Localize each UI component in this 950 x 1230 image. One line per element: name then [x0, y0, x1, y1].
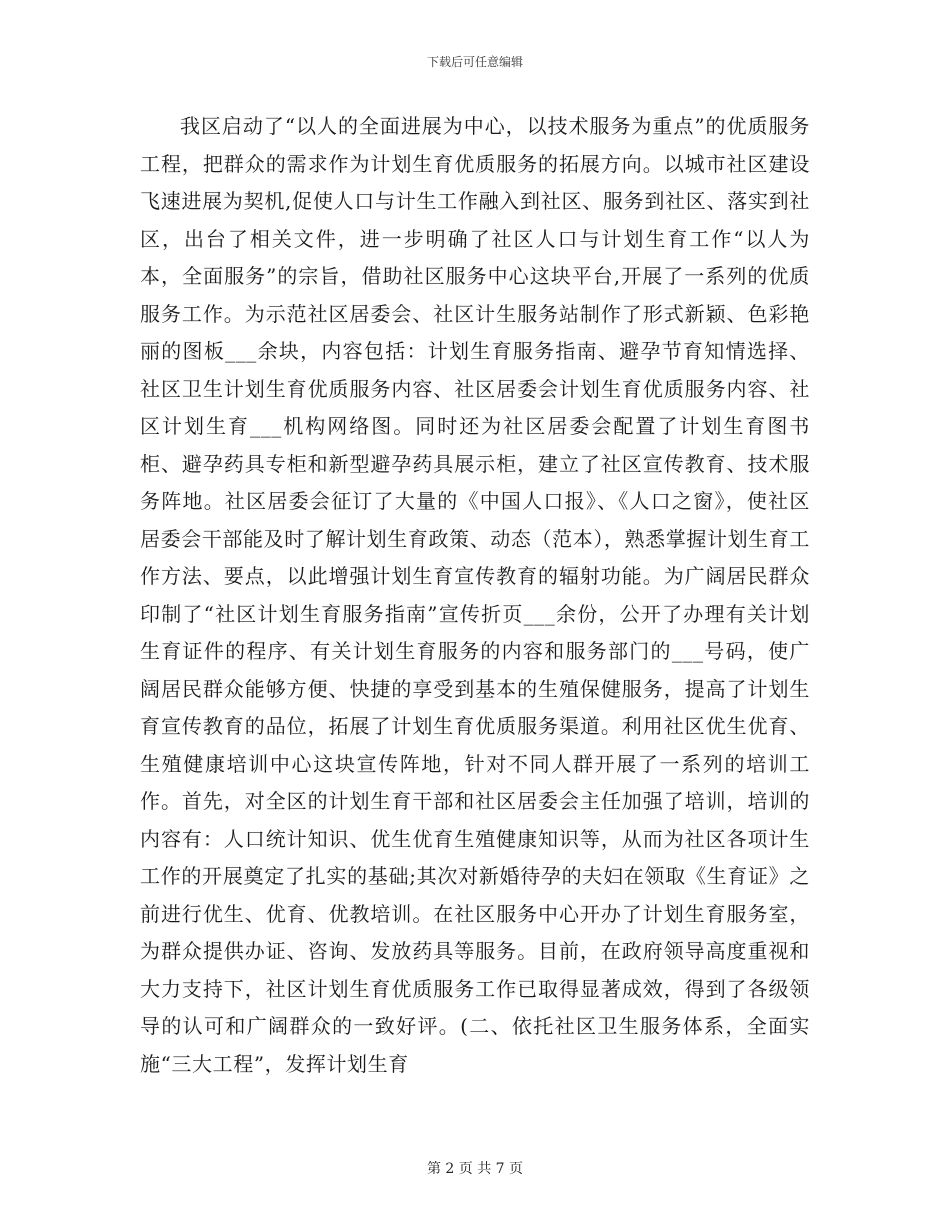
- page-header: 下载后可任意编辑: [426, 55, 523, 69]
- body-paragraph: 我区启动了“以人的全面进展为中心，以技术服务为重点”的优质服务工程，把群众的需求作为计划生育优质服务的拓展方向。以城市社区建设飞速进展为契机,促使人口与计生工作融入到社区、服务到社区、落实到社区，出台了相关文件，进一步明确了社区人口与计划生育工作“以人为本，全面服务”的宗旨，借助社区服务中心这块平台,开展了一系列的优质服务工作。为示范社区居委会、社区计生服务站制作了形式新颖、色彩艳丽的图板___余块，内容包括：计划生育服务指南、避孕节育知情选择、社区卫生计划生育优质服务内容、社区居委会计划生育优质服务内容、社区计划生育___机构网络图。同时还为社区居委会配置了计划生育图书柜、避孕药具专柜和新型避孕药具展示柜，建立了社区宣传教育、技术服务阵地。社区居委会征订了大量的《中国人口报》、《人口之窗》，使社区居委会干部能及时了解计划生育政策、动态（范本），熟悉掌握计划生育工作方法、要点，以此增强计划生育宣传教育的辐射功能。为广阔居民群众印制了“社区计划生育服务指南”宣传折页___余份，公开了办理有关计划生育证件的程序、有关计划生育服务的内容和服务部门的___号码，使广阔居民群众能够方便、快捷的享受到基本的生殖保健服务，提高了计划生育宣传教育的品位，拓展了计划生育优质服务渠道。利用社区优生优育、生殖健康培训中心这块宣传阵地，针对不同人群开展了一系列的培训工作。首先，对全区的计划生育干部和社区居委会主任加强了培训，培训的内容有：人口统计知识、优生优育生殖健康知识等，从而为社区各项计生工作的开展奠定了扎实的基础;其次对新婚待孕的夫妇在领取《生育证》之前进行优生、优育、优教培训。在社区服务中心开办了计划生育服务室，为群众提供办证、咨询、发放药具等服务。目前，在政府领导高度重视和大力支持下，社区计划生育优质服务工作已取得显著成效，得到了各级领导的认可和广阔群众的一致好评。(二、依托社区卫生服务体系，全面实施“三大工程”，发挥计划生育: [140, 114, 810, 1076]
- page-number-footer: 第 2 页 共 7 页: [426, 1161, 524, 1177]
